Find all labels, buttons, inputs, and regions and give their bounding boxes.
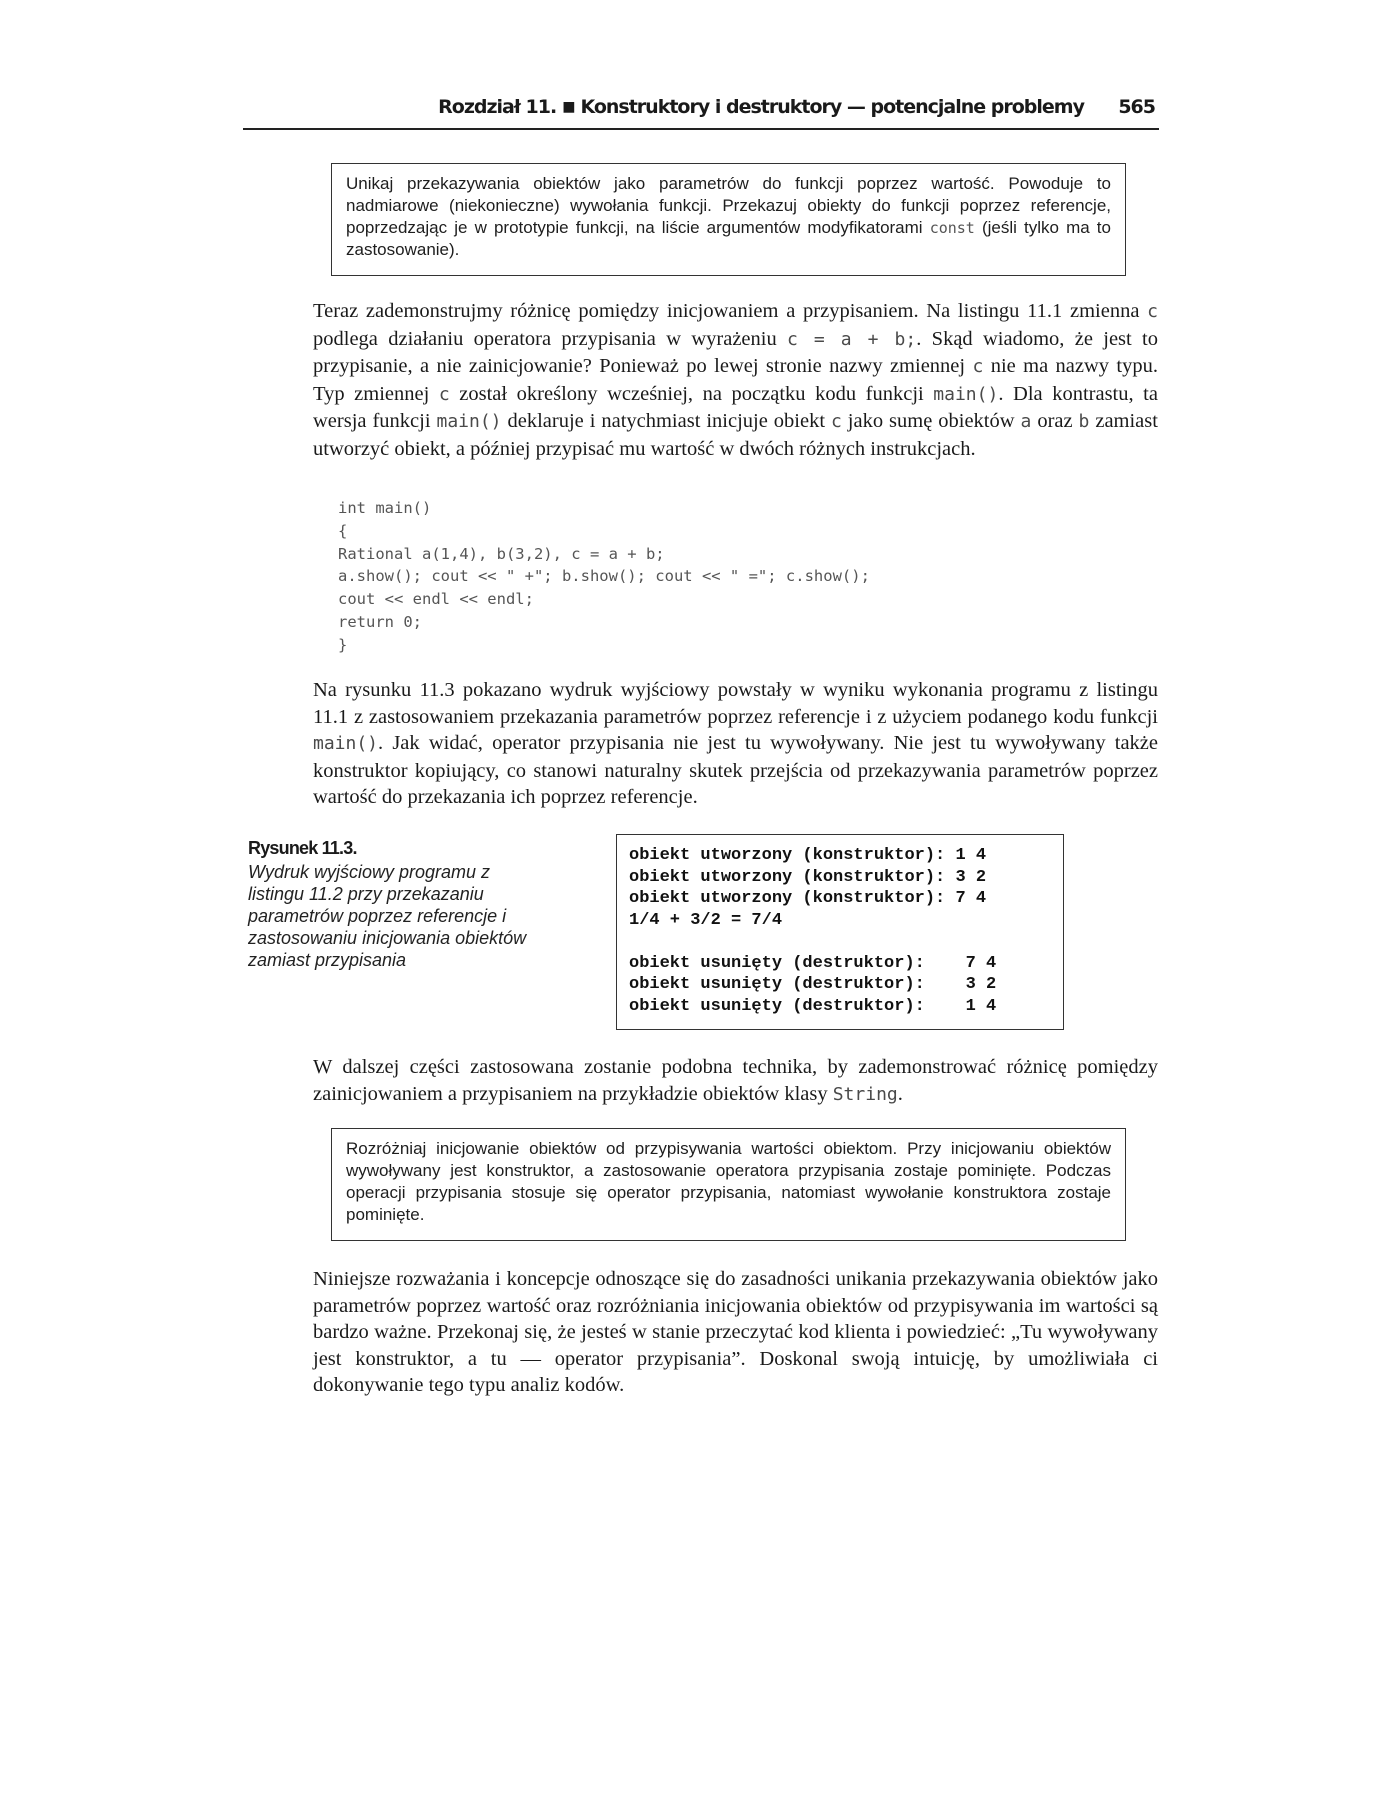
text-run: W dalszej części zastosowana zostanie podobna technika, by zademonstrować różnicę pomiędzy zainicjowaniem a przypisaniem na przykładzie obiektów klasy: [313, 1056, 1158, 1105]
inline-code: c = a + b;: [787, 328, 917, 350]
text-run: oraz: [1031, 410, 1079, 432]
inline-code: c: [438, 383, 450, 405]
text-run: Na rysunku 11.3 pokazano wydruk wyjściowy powstały w wyniku wykonania programu z listingu 11.1 z zastosowaniem przekazania parametrów poprzez referencje i z użyciem podanego kodu funkcji: [313, 679, 1158, 728]
text-run: jako sumę obiektów: [841, 410, 1021, 432]
paragraph-initialization-vs-assignment: [313, 298, 1158, 462]
tip-text: (jeśli tylko ma to zastosowanie).: [346, 218, 1111, 259]
chapter-title: [438, 96, 1084, 118]
text-run: podlega działaniu operatora przypisania w wyrażeniu: [313, 327, 788, 350]
text-run: . Dla kontrastu, ta wersja funkcji: [313, 382, 1158, 432]
figure-label: Rysunek 11.3.: [248, 838, 357, 858]
paragraph-conclusion: Niniejsze rozważania i koncepcje odnoszące się do zasadności unikania przekazywania obiektów jako parametrów poprzez wartość oraz rozróżniania inicjowania obiektów od przypisywania im wartości są bardzo ważne. Przekonaj się, że jesteś w stanie przeczytać kod klienta i powiedzieć: „Tu wywoływany jest konstruktor, a tu — operator przypisania”. Doskonal swoją intuicję, by umożliwiała ci dokonywanie tego typu analiz kodów.: [313, 1268, 1158, 1396]
text-run: . Jak widać, operator przypisania nie jest tu wywoływany. Nie jest tu wywoływany także konstruktor kopiujący, co stanowi naturalny skutek przejścia od przekazywania parametrów poprzez wartość do przekazania ich poprzez referencje.: [313, 732, 1158, 808]
paragraph-string-example: [313, 1054, 1158, 1108]
inline-code: c: [972, 356, 984, 377]
console-output-figure: [616, 834, 1064, 1030]
running-header: [243, 92, 1159, 130]
tip-box-initialization: Rozróżniaj inicjowanie obiektów od przypisywania wartości obiektom. Przy inicjowaniu obiektów wywoływany jest konstruktor, a zastosowanie operatora przypisania zostaje pominięte. Podczas operacji przypisania stosuje się operator przypisania, natomiast wywołanie konstruktora zostaje pominięte.: [331, 1128, 1126, 1241]
inline-code: c: [1147, 301, 1158, 322]
inline-code: main(): [933, 383, 999, 405]
inline-code: const: [929, 219, 975, 237]
figure-caption-text: Wydruk wyjściowy programu z listingu 11.2 przy przekazaniu parametrów poprzez referencje i zastosowaniu inicjowania obiektów zamiast przypisania: [248, 862, 527, 970]
text-run: został określony wcześniej, na początku kodu funkcji: [449, 382, 934, 405]
tip-box-pass-by-reference: [331, 163, 1126, 276]
paragraph-figure-reference: [313, 677, 1158, 811]
console-output-text: obiekt utworzony (konstruktor): 1 4 obiekt utworzony (konstruktor): 3 2 obiekt utworzony (konstruktor): 7 4 1/4 + 3/2 = 7/4 obiekt usunięty (destruktor): 7 4 obiekt usunięty (destruktor): 3 2 obiekt usunięty (destruktor): 1 4: [629, 846, 997, 1016]
text-run: nie ma nazwy typu. Typ zmiennej: [313, 355, 1158, 405]
inline-code: a: [1020, 411, 1032, 432]
inline-code: main(): [436, 411, 502, 432]
page-number: 565: [1118, 96, 1155, 118]
inline-code: c: [830, 411, 842, 432]
inline-code: b: [1078, 411, 1090, 432]
tip-text: Unikaj przekazywania obiektów jako parametrów do funkcji poprzez wartość. Powoduje to nadmiarowe (niekonieczne) wywołania funkcji. Przekazuj obiekty do funkcji poprzez referencje, poprzedzając je w prototypie funkcji, na liście argumentów modyfikatorami: [346, 174, 1111, 237]
text-run: . Skąd wiadomo, że jest to przypisanie, a nie zainicjowanie? Ponieważ po lewej stronie nazwy zmiennej: [313, 327, 1158, 377]
text-run: deklaruje i natychmiast inicjuje obiekt: [501, 410, 831, 432]
chapter-number: Rozdział 11.: [438, 96, 557, 118]
code-listing-main: int main() { Rational a(1,4), b(3,2), c = a + b; a.show(); cout << " +"; b.show(); cout << " ="; c.show(); cout << endl << endl; return 0; }: [338, 499, 870, 654]
figure-caption: [248, 838, 538, 971]
text-run: .: [897, 1082, 903, 1105]
separator-square-icon: ■: [562, 99, 575, 115]
text-run: Teraz zademonstrujmy różnicę pomiędzy inicjowaniem a przypisaniem. Na listingu 11.1 zmienna: [313, 300, 1148, 322]
inline-code: main(): [313, 733, 379, 754]
inline-code: String: [832, 1083, 898, 1105]
text-run: zamiast utworzyć obiekt, a później przypisać mu wartość w dwóch różnych instrukcjach.: [313, 410, 1158, 460]
chapter-name: Konstruktory i destruktory — potencjalne problemy: [580, 96, 1084, 118]
